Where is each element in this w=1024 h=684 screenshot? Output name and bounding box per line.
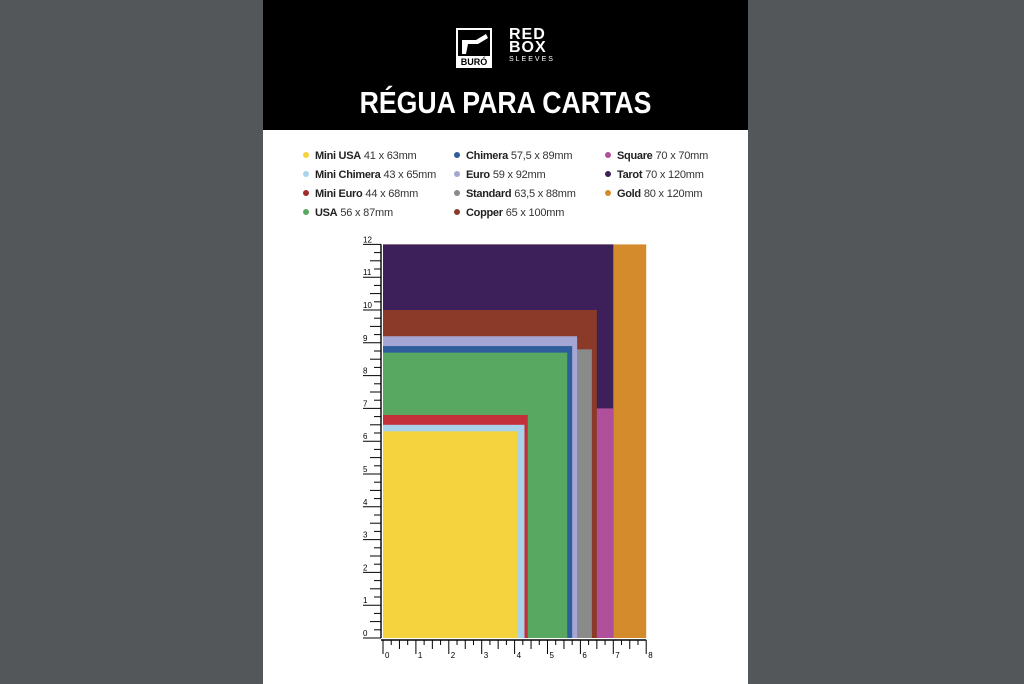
card-size-chart [355,236,655,666]
legend-dims: 65 x 100mm [505,207,565,219]
legend-name: Mini Chimera [315,169,381,181]
legend-name: Tarot [617,169,643,181]
x-tick-label: 7 [615,651,620,660]
y-tick-label: 9 [363,333,368,343]
legend-dims: 63,5 x 88mm [514,188,576,200]
legend-item [605,167,704,183]
redbox-logo-line3: SLEEVES [509,56,555,63]
redbox-logo [509,28,569,70]
legend-name: Euro [466,169,490,181]
legend-item [605,186,702,202]
legend-swatch [605,171,611,177]
legend-swatch [303,209,309,215]
legend-name: Mini USA [315,150,361,162]
y-tick-label: 2 [363,563,368,573]
chart-svg [355,236,655,666]
legend-name: Mini Euro [315,188,363,200]
legend-swatch [303,152,309,158]
legend-swatch [303,171,309,177]
y-tick-label: 0 [363,629,368,638]
x-tick-label: 3 [483,651,489,660]
legend-item [303,205,393,221]
y-tick-label: 6 [363,432,368,442]
legend-name: Copper [466,207,503,219]
legend-dims: 41 x 63mm [363,150,417,162]
buro-logo [456,28,494,68]
y-tick-label: 5 [363,465,368,474]
legend-swatch [454,190,460,196]
legend-item [454,205,564,221]
x-tick-label: 2 [450,651,456,660]
y-tick-label: 12 [363,236,372,245]
legend-swatch [454,152,460,158]
buro-logo-text: BURÓ [460,57,488,67]
page-title: RÉGUA PARA CARTAS [359,85,652,120]
legend-item [303,186,418,202]
x-tick-label: 4 [516,651,522,660]
y-tick-label: 10 [363,301,372,310]
legend-dims: 59 x 92mm [492,169,546,181]
legend-item [303,167,436,183]
legend-name: Gold [617,188,641,200]
legend-item [454,148,572,164]
legend-dims: 56 x 87mm [340,207,393,219]
legend-swatch [605,152,611,158]
card-rect-mini-usa [383,431,518,638]
legend-dims: 80 x 120mm [643,188,703,200]
x-tick-label: 0 [385,651,390,660]
x-tick-label: 1 [417,651,423,660]
legend-name: USA [315,207,338,219]
legend-dims: 70 x 70mm [655,150,709,162]
x-tick-label: 6 [582,651,587,660]
redbox-logo-line1: RED [509,26,546,43]
redbox-logo-line2: BOX [509,39,547,56]
y-tick-label: 3 [363,530,368,540]
legend-dims: 43 x 65mm [383,169,437,181]
x-tick-label: 8 [648,651,653,660]
legend-dims: 57,5 x 89mm [510,150,573,162]
legend-item [605,148,708,164]
legend-item [303,148,417,164]
y-tick-label: 8 [363,366,368,376]
legend-swatch [303,190,309,196]
y-tick-label: 11 [363,268,372,278]
legend-name: Standard [466,188,512,200]
y-tick-label: 1 [363,596,368,606]
page [263,0,748,684]
legend-swatch [454,209,460,215]
legend-dims: 44 x 68mm [365,188,419,200]
legend-swatch [605,190,611,196]
legend-name: Chimera [466,150,508,162]
y-tick-label: 4 [363,497,368,507]
header [263,0,748,130]
legend-swatch [454,171,460,177]
legend-item [454,186,576,202]
legend-item [454,167,545,183]
x-tick-label: 5 [549,651,554,660]
legend-dims: 70 x 120mm [645,169,704,181]
legend-name: Square [617,150,653,162]
y-tick-label: 7 [363,399,368,409]
